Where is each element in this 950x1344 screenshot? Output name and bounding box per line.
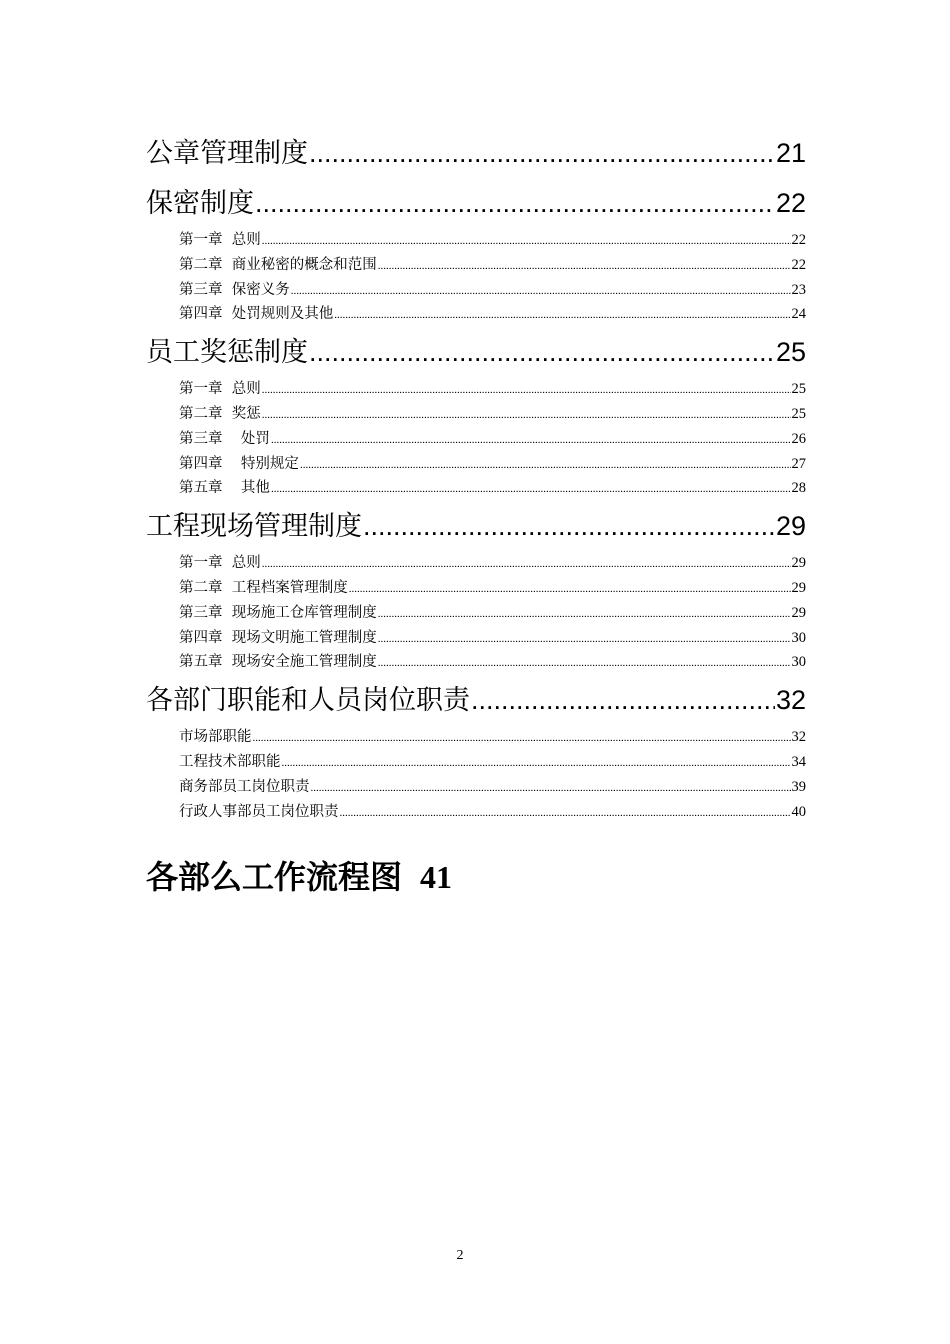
toc-section-page: 22 (775, 188, 806, 218)
toc-chapter-entry[interactable] (146, 402, 806, 427)
toc-chapter-entry[interactable] (146, 452, 806, 477)
toc-section-entry[interactable] (146, 501, 806, 551)
toc-section-title: 工程现场管理制度 (146, 511, 362, 543)
toc-section-title: 公章管理制度 (146, 138, 308, 169)
toc-chapter-label: 第二章 工程档案管理制度 (179, 579, 348, 596)
toc-section-title: 员工奖惩制度 (146, 337, 308, 369)
toc-chapter-label: 第一章 总则 (179, 555, 261, 572)
toc-chapter-page: 30 (791, 629, 806, 646)
toc-section-page: 25 (775, 337, 806, 368)
toc-chapter-entry[interactable] (146, 476, 806, 501)
toc-chapter-entry[interactable] (146, 427, 806, 452)
dot-leader (309, 327, 775, 377)
toc-chapter-label: 第五章 现场安全施工管理制度 (179, 654, 377, 671)
dot-leader (378, 651, 791, 676)
dot-leader (334, 303, 790, 328)
toc-chapter-entry[interactable] (146, 278, 806, 303)
toc-chapter-page: 26 (791, 430, 806, 447)
dot-leader (282, 751, 791, 776)
toc-section-entry[interactable] (146, 128, 806, 178)
dot-leader (363, 501, 775, 551)
toc-section-entry[interactable] (146, 327, 806, 377)
toc-chapter-page: 29 (791, 579, 806, 596)
toc-chapter-entry[interactable] (146, 377, 806, 402)
table-of-contents (146, 128, 806, 824)
final-heading-title: 各部么工作流程图 (146, 858, 403, 896)
toc-chapter-label: 行政人事部员工岗位职责 (179, 803, 339, 820)
dot-leader (262, 378, 791, 403)
toc-section-title: 各部门职能和人员岗位职责 (146, 685, 470, 717)
toc-chapter-label: 市场部职能 (179, 729, 252, 746)
toc-chapter-label: 工程技术部职能 (179, 753, 281, 770)
toc-chapter-page: 28 (791, 480, 806, 497)
dot-leader (271, 428, 791, 453)
dot-leader (291, 279, 791, 304)
toc-chapter-page: 39 (791, 778, 806, 795)
toc-chapter-label: 第四章 特别规定 (179, 455, 299, 472)
dot-leader (271, 477, 791, 502)
dot-leader (378, 627, 791, 652)
toc-chapter-label: 第二章 商业秘密的概念和范围 (179, 256, 377, 273)
toc-section-title: 保密制度 (146, 188, 254, 219)
toc-chapter-page: 22 (791, 232, 806, 248)
dot-leader (262, 229, 791, 254)
dot-leader (349, 577, 791, 602)
toc-chapter-page: 34 (791, 753, 806, 770)
toc-chapter-page: 40 (791, 803, 806, 820)
toc-chapter-label: 第二章 奖惩 (179, 405, 261, 422)
toc-chapter-page: 22 (791, 256, 806, 273)
toc-chapter-entry[interactable] (146, 800, 806, 825)
toc-chapter-page: 27 (791, 455, 806, 472)
toc-chapter-entry[interactable] (146, 775, 806, 800)
dot-leader (471, 675, 775, 725)
dot-leader (253, 726, 791, 751)
toc-chapter-entry[interactable] (146, 576, 806, 601)
toc-chapter-page: 24 (791, 306, 806, 323)
toc-chapter-page: 29 (791, 555, 806, 572)
toc-chapter-label: 商务部员工岗位职责 (179, 778, 310, 795)
dot-leader (300, 453, 791, 478)
page-number: 2 (456, 1248, 464, 1263)
toc-section-entry[interactable] (146, 675, 806, 725)
toc-section-page: 32 (775, 685, 806, 716)
dot-leader (340, 801, 791, 826)
dot-leader (311, 776, 791, 801)
toc-chapter-entry[interactable] (146, 725, 806, 750)
toc-chapter-page: 25 (791, 381, 806, 398)
toc-section-page: 21 (775, 138, 806, 168)
dot-leader (378, 602, 791, 627)
toc-chapter-entry[interactable] (146, 601, 806, 626)
toc-chapter-entry[interactable] (146, 551, 806, 576)
dot-leader (378, 254, 791, 279)
toc-chapter-entry[interactable] (146, 253, 806, 278)
dot-leader (262, 403, 791, 428)
toc-chapter-label: 第四章 现场文明施工管理制度 (179, 629, 377, 646)
toc-chapter-label: 第三章 处罚 (179, 430, 270, 447)
dot-leader (262, 552, 791, 577)
toc-chapter-page: 30 (791, 654, 806, 671)
dot-leader (309, 128, 775, 178)
final-heading (146, 852, 452, 898)
toc-section-entry[interactable] (146, 178, 806, 228)
toc-chapter-label: 第三章 现场施工仓库管理制度 (179, 604, 377, 621)
final-heading-page: 41 (420, 859, 453, 895)
toc-chapter-page: 29 (791, 604, 806, 621)
toc-chapter-label: 第一章 总则 (179, 232, 261, 248)
toc-chapter-page: 25 (791, 405, 806, 422)
toc-section-page: 29 (775, 511, 806, 542)
toc-chapter-label: 第四章 处罚规则及其他 (179, 306, 334, 323)
dot-leader (255, 178, 775, 228)
toc-chapter-entry[interactable] (146, 228, 806, 253)
toc-chapter-entry[interactable] (146, 750, 806, 775)
toc-chapter-entry[interactable] (146, 650, 806, 675)
toc-chapter-page: 23 (791, 281, 806, 298)
toc-chapter-entry[interactable] (146, 302, 806, 327)
toc-chapter-page: 32 (791, 729, 806, 746)
toc-chapter-entry[interactable] (146, 626, 806, 651)
toc-chapter-label: 第一章 总则 (179, 381, 261, 398)
toc-chapter-label: 第三章 保密义务 (179, 281, 290, 298)
toc-chapter-label: 第五章 其他 (179, 480, 270, 497)
